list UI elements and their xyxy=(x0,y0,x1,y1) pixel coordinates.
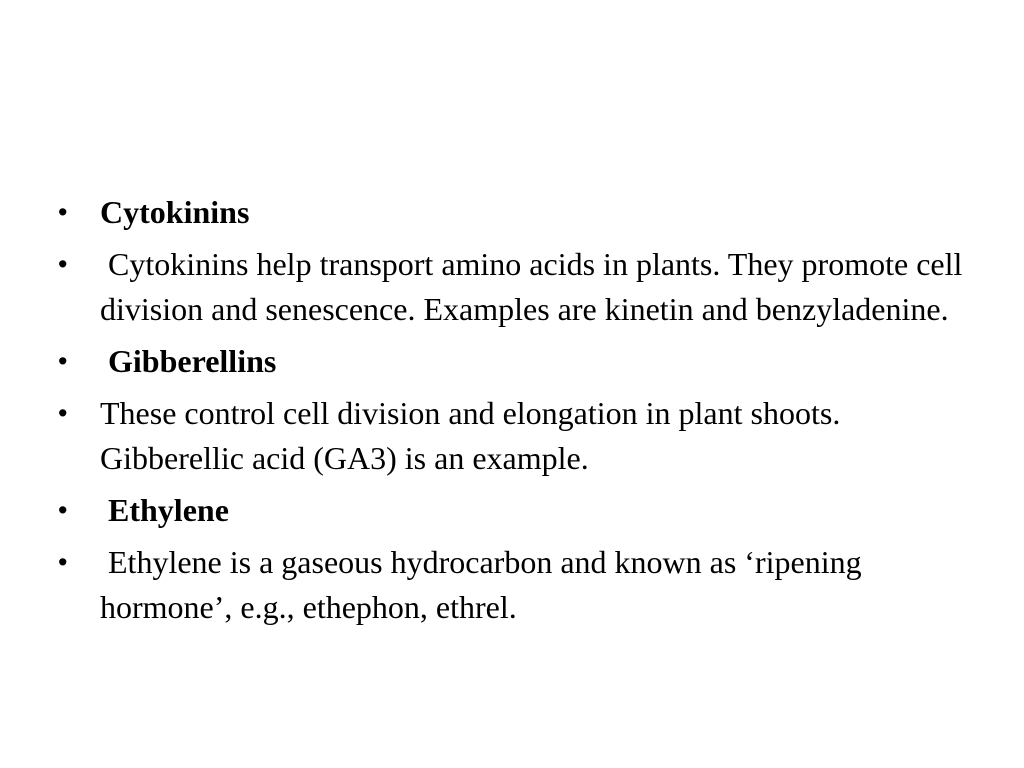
bullet-item-ethylene-description xyxy=(58,540,978,630)
bullet-icon: • xyxy=(58,346,68,376)
bullet-icon: • xyxy=(58,547,68,577)
bullet-text: Cytokinins help transport amino acids in plants. They promote cell division and senescence. Examples are kinetin and benzyladenine. xyxy=(100,246,971,327)
bullet-text: Ethylene xyxy=(100,492,229,528)
bullet-text: Cytokinins xyxy=(100,194,250,230)
bullet-item-gibberellins-description xyxy=(58,391,978,481)
bullet-item-cytokinins-description xyxy=(58,242,978,332)
bullet-text: Gibberellins xyxy=(100,343,277,379)
bullet-icon: • xyxy=(58,398,68,428)
bullet-text: Ethylene is a gaseous hydrocarbon and known as ‘ripening hormone’, e.g., ethephon, ethrel. xyxy=(100,544,870,625)
bullet-item-gibberellins-heading xyxy=(58,339,978,384)
bullet-item-cytokinins-heading xyxy=(58,190,978,235)
bullet-icon: • xyxy=(58,249,68,279)
bullet-icon: • xyxy=(58,495,68,525)
bullet-item-ethylene-heading xyxy=(58,488,978,533)
bullet-list xyxy=(58,190,978,637)
bullet-icon: • xyxy=(58,197,68,227)
bullet-text: These control cell division and elongation in plant shoots. Gibberellic acid (GA3) is an example. xyxy=(100,395,849,476)
